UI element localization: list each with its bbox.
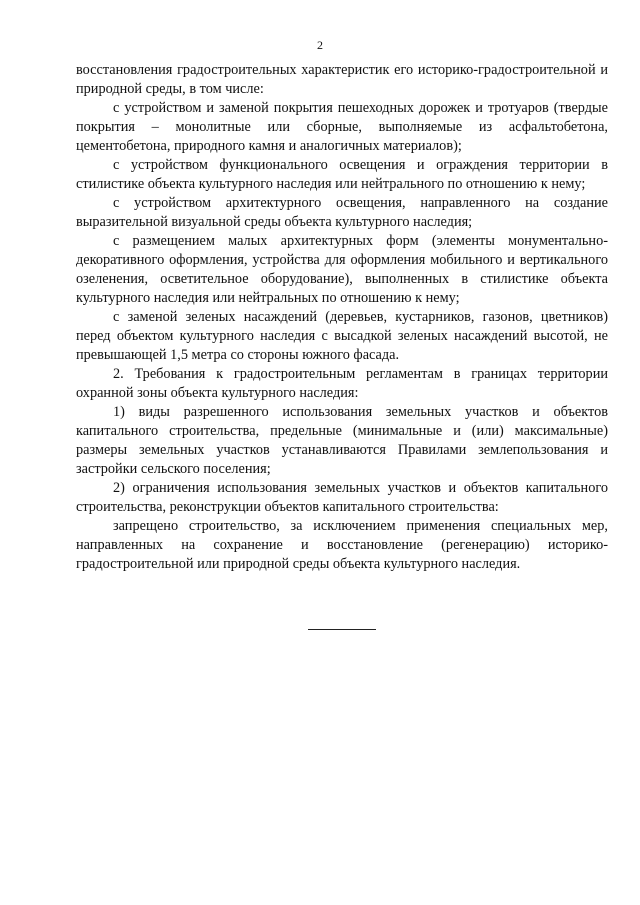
document-body [76,61,608,574]
paragraph-pedestrian-paths: с устройством и заменой покрытия пешеходных дорожек и тротуаров (твердые покрытия – монолитные или сборные, выполняемые из асфальтобетона, цементобетона, природного камня и аналогичных материалов); [76,100,608,154]
paragraph-item-1: 1) виды разрешенного использования земельных участков и объектов капитального строительства, предельные (минимальные и (или) максимальные) размеры земельных участков устанавливаются Правилами землепользования и застройки сельского поселения; [76,404,608,477]
page-number: 2 [317,38,323,52]
paragraph-item-2: 2) ограничения использования земельных участков и объектов капитального строительства, реконструкции объектов капитального строительства: [76,480,608,515]
end-divider [308,629,376,630]
paragraph-green-spaces: с заменой зеленых насаждений (деревьев, кустарников, газонов, цветников) перед объектом культурного наследия с высадкой зеленых насаждений высотой, не превышающей 1,5 метра со стороны южного фасада. [76,309,608,363]
paragraph-small-architectural-forms: с размещением малых архитектурных форм (элементы монументально-декоративного оформления, устройства для оформления мобильного и вертикального озеленения, осветительное оборудование), выполненных в стилистике объекта культурного наследия или нейтральных по отношению к нему; [76,233,608,306]
paragraph-functional-lighting: с устройством функционального освещения и ограждения территории в стилистике объекта культурного наследия или нейтрального по отношению к нему; [76,157,608,192]
paragraph-continuation: восстановления градостроительных характеристик его историко-градостроительной и природной среды, в том числе: [76,62,608,97]
paragraph-construction-prohibited: запрещено строительство, за исключением применения специальных мер, направленных на сохранение и восстановление (регенерацию) историко-градостроительной или природной среды объекта культурного наследия. [76,518,608,572]
paragraph-section-2-heading: 2. Требования к градостроительным регламентам в границах территории охранной зоны объекта культурного наследия: [76,366,608,401]
paragraph-architectural-lighting: с устройством архитектурного освещения, направленного на создание выразительной визуальной среды объекта культурного наследия; [76,195,608,230]
